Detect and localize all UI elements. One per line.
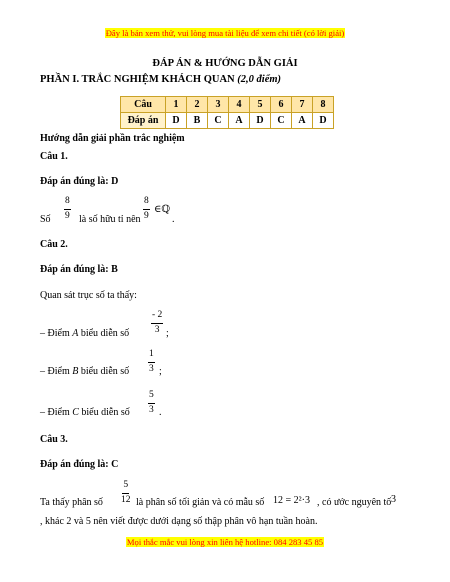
question-number: 3 [208,97,229,113]
q1-answer: Đáp án đúng là: D [40,176,119,187]
q1-membership: ∈ℚ [154,204,171,215]
q2-point-c [40,407,130,418]
answer-letter: C [208,113,229,129]
answer-letter: D [313,113,334,129]
top-preview-banner [0,28,450,38]
q1-text-b: là số hữu tỉ nên [79,214,141,225]
q3-prime-2: 2 [66,516,72,527]
q1-fraction-1 [64,197,71,221]
q2-point-b [40,366,129,377]
fraction-numerator: 5 [148,391,155,404]
q3-line1-c: , có ước nguyên tố [317,497,392,508]
fraction-denominator: 9 [144,210,149,221]
fraction-denominator: 3 [154,324,160,335]
q2-point-a [40,328,129,339]
q1-text-a: Số [40,214,51,225]
answer-table-answer-label: Đáp án [121,113,166,129]
answer-table [120,96,334,129]
point-prefix: – Điểm [40,407,70,418]
point-prefix: – Điểm [40,366,70,377]
answer-table-header-row [121,97,334,113]
question-number: 7 [292,97,313,113]
q2-point-b-end: ; [159,366,162,377]
q2-title: Câu 2. [40,239,68,250]
q3-answer: Đáp án đúng là: C [40,459,119,470]
q2-point-c-end: . [159,407,162,418]
question-number: 8 [313,97,334,113]
answer-letter: C [271,113,292,129]
question-number: 4 [229,97,250,113]
fraction-numerator: 1 [148,350,155,363]
point-letter: C [72,407,79,418]
q2-answer: Đáp án đúng là: B [40,264,118,275]
point-mid: biểu diễn số [80,366,130,377]
q3-prime-3: 3 [391,494,396,505]
fraction-denominator: 12 [121,494,131,505]
q1-end: . [172,214,175,225]
fraction-numerator: 8 [143,197,150,210]
fraction-denominator: 3 [149,404,154,415]
part-title [40,74,281,85]
bottom-banner-text: Mọi thắc mắc vui lòng xin liên hệ hotline: 084 283 45 85 [126,537,324,547]
fraction-numerator: 8 [64,197,71,210]
answer-letter: D [250,113,271,129]
point-letter: B [72,366,79,377]
q3-fraction [121,481,131,505]
point-mid: biểu diễn số [81,407,130,418]
q2-point-c-fraction [148,391,155,415]
point-prefix: – Điểm [40,328,70,339]
q3-title: Câu 3. [40,434,68,445]
answer-table-answer-row [121,113,334,129]
bottom-contact-banner [0,537,450,547]
question-number: 2 [187,97,208,113]
part-title-text: PHẦN I. TRẮC NGHIỆM KHÁCH QUAN [40,74,235,85]
fraction-numerator: 5 [122,481,129,494]
q2-point-b-fraction [148,350,155,374]
answer-table-header-label: Câu [121,97,166,113]
part-points: (2,0 điểm) [237,74,282,85]
fraction-denominator: 9 [65,210,70,221]
q3-line1-b: là phân số tối giản và có mẫu số [136,497,265,508]
question-number: 5 [250,97,271,113]
q3-line2-a: , khác [40,516,64,527]
answer-letter: D [166,113,187,129]
answer-letter: B [187,113,208,129]
q2-point-a-fraction [151,311,163,335]
answer-letter: A [292,113,313,129]
q3-line1-a: Ta thấy phân số [40,497,103,508]
q2-observe: Quan sát trục số ta thấy: [40,290,137,301]
page-heading: ĐÁP ÁN & HƯỚNG DẪN GIẢI [152,58,298,69]
q3-line2 [40,516,318,527]
q3-expression: 12 = 2²·3 [273,495,310,506]
guide-title: Hướng dẫn giải phần trắc nghiệm [40,133,185,144]
answer-letter: A [229,113,250,129]
point-letter: A [72,328,79,339]
q3-prime-5: 5 [85,516,91,527]
fraction-denominator: 3 [149,363,154,374]
top-banner-text: Đây là bản xem thử, vui lòng mua tài liệu để xem chi tiết (có lời giải) [105,28,345,38]
fraction-numerator: - 2 [151,311,163,324]
q1-fraction-2 [143,197,150,221]
q3-line2-b: và [73,516,84,527]
q2-point-a-end: ; [166,328,169,339]
q3-line2-c: nên viết được dưới dạng số thập phân vô hạn tuần hoàn. [93,516,318,527]
question-number: 1 [166,97,187,113]
point-mid: biểu diễn số [80,328,130,339]
question-number: 6 [271,97,292,113]
q1-title: Câu 1. [40,151,68,162]
